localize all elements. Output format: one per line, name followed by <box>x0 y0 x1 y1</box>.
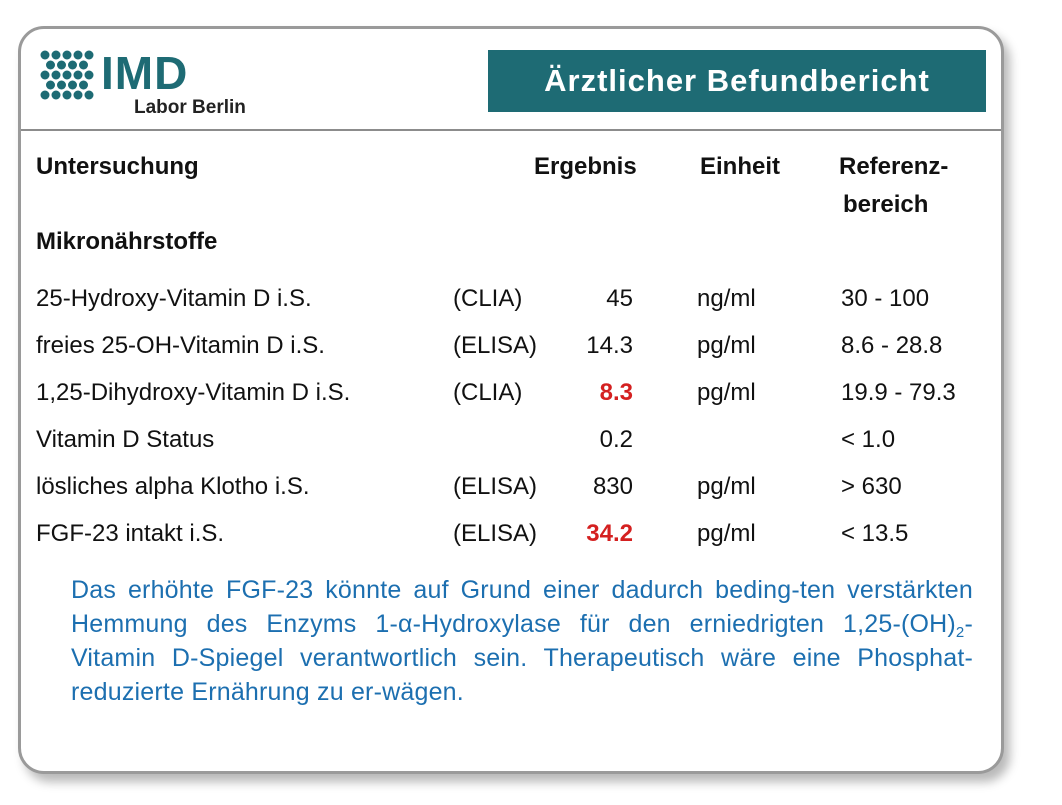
test-reference: 8.6 - 28.8 <box>841 332 943 359</box>
test-name: freies 25-OH-Vitamin D i.S. <box>36 332 325 359</box>
test-result: 34.2 <box>586 520 633 547</box>
test-result: 14.3 <box>586 332 633 359</box>
test-unit: pg/ml <box>697 379 756 406</box>
column-header-reference-line2: bereich <box>843 191 929 218</box>
test-method: (CLIA) <box>453 379 523 406</box>
test-name: Vitamin D Status <box>36 426 215 453</box>
test-method: (ELISA) <box>453 332 538 359</box>
test-result: 0.2 <box>599 426 633 453</box>
header-divider <box>21 129 1001 131</box>
test-unit: ng/ml <box>697 285 756 312</box>
test-name: lösliches alpha Klotho i.S. <box>36 473 310 500</box>
report-title: Ärztlicher Befundbericht <box>488 50 986 112</box>
test-result: 45 <box>606 285 633 312</box>
table-row <box>21 282 1007 316</box>
comment-subscript: 2 <box>955 624 965 641</box>
test-unit: pg/ml <box>697 473 756 500</box>
logo-subtitle: Labor Berlin <box>134 97 246 118</box>
lab-logo <box>39 49 279 119</box>
comment-part-1: Das erhöhte FGF-23 könnte auf Grund einer dadurch beding-ten verstärkten Hemmung des Enzyms 1-α-Hydroxylase für den erniedrigten 1,25-(OH) <box>71 576 973 638</box>
test-reference: > 630 <box>841 473 902 500</box>
column-header-reference-line1: Referenz- <box>839 153 949 180</box>
clinical-comment <box>71 573 973 709</box>
section-title: Mikronährstoffe <box>36 228 218 255</box>
table-row <box>21 517 1007 551</box>
test-reference: 30 - 100 <box>841 285 930 312</box>
logo-wordmark: IMD <box>101 47 189 99</box>
test-method: (CLIA) <box>453 285 523 312</box>
test-unit: pg/ml <box>697 520 756 547</box>
column-header-test: Untersuchung <box>36 153 199 180</box>
test-reference: 19.9 - 79.3 <box>841 379 956 406</box>
test-name: 25-Hydroxy-Vitamin D i.S. <box>36 285 312 312</box>
test-name: 1,25-Dihydroxy-Vitamin D i.S. <box>36 379 351 406</box>
column-header-result: Ergebnis <box>534 153 637 180</box>
comment-part-2: -Vitamin D-Spiegel verantwortlich sein. Therapeutisch wäre eine Phosphat-reduzierte Ernährung zu er-wägen. <box>71 610 973 706</box>
test-method: (ELISA) <box>453 520 538 547</box>
report-card <box>18 26 1004 774</box>
table-row <box>21 470 1007 504</box>
dot-grid-logo-icon <box>39 49 95 105</box>
test-result: 8.3 <box>599 379 633 406</box>
test-reference: < 1.0 <box>841 426 896 453</box>
column-header-unit: Einheit <box>700 153 781 180</box>
test-reference: < 13.5 <box>841 520 909 547</box>
test-result: 830 <box>592 473 633 500</box>
table-row <box>21 329 1007 363</box>
test-unit: pg/ml <box>697 332 756 359</box>
table-row <box>21 376 1007 410</box>
table-row <box>21 423 1007 457</box>
test-name: FGF-23 intakt i.S. <box>36 520 225 547</box>
test-method: (ELISA) <box>453 473 538 500</box>
